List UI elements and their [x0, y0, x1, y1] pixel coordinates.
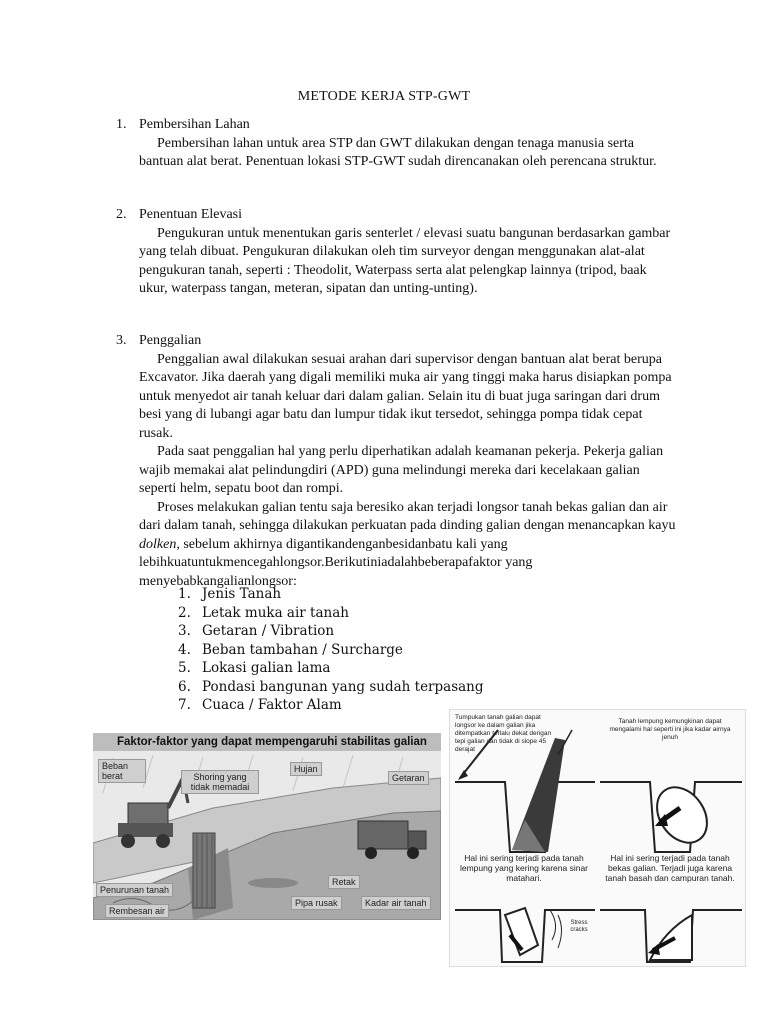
page-title: METODE KERJA STP-GWT: [297, 89, 471, 104]
section-2: [116, 206, 676, 299]
excavation-stability-figure: [93, 733, 441, 920]
section-paragraph: Pengukuran untuk menentukan garis senterlet / elevasi suatu bangunan berdasarkan gambar yang telah dibuat. Pengukuran dilakukan oleh tim surveyor dengan menggunakan alat-alat pengukuran tanah, seperti : Theodolit, Waterpass serta alat pelengkap lainnya (tripod, baak ukur, waterpass tangan, meteran, sipatan dan unting-unting).: [139, 225, 671, 296]
slope-failure-figure: [449, 709, 746, 967]
italic-term: dolken: [139, 536, 177, 552]
section-paragraph: Penggalian awal dilakukan sesuai arahan dari supervisor dengan bantuan alat berat berupa Excavator. Jika daerah yang digali memiliki muka air yang tinggi maka harus disiapkan pompa untuk menyedot air tanah keluar dari dalam galian. Selain itu di buat juga saringan dari drum besi yang di lubangi agar batu dan lumpur tidak ikut tersedot, sehingga pompa tidak cepat rusak.: [139, 351, 672, 441]
label-shoring: Shoring yang tidak memadai: [181, 770, 259, 794]
label-pipa-rusak: Pipa rusak: [291, 896, 342, 910]
section-number: 3.: [116, 333, 127, 348]
section-number: 1.: [116, 117, 127, 132]
section-paragraph-dolken: Proses melakukan galian tentu saja beresiko akan terjadi longsor tanah bekas galian dan air dari dalam tanah, sehingga dilakukan perkuatan pada dinding galian dengan menancapkan kayu dolken, sebelum akhirnya digantikandenganbesidanbatu kali yang lebihkuatuntukmencegahlongsor.Berikutiniadalahbeberapafaktor yang menyebabkangalianlongsor:: [139, 499, 676, 589]
list-item: 7. Cuaca / Faktor Alam: [178, 697, 342, 713]
label-beban-berat: Beban berat: [98, 759, 146, 783]
list-item: 3. Getaran / Vibration: [178, 623, 335, 639]
list-item: 6. Pondasi bangunan yang sudah terpasang: [178, 678, 484, 695]
section-3: [116, 332, 676, 591]
section-paragraph: Pembersihan lahan untuk area STP dan GWT dilakukan dengan tenaga manusia serta bantuan alat berat. Penentuan lokasi STP-GWT sudah direncanakan oleh perencana struktur.: [139, 135, 657, 169]
list-item: 4. Beban tambahan / Surcharge: [178, 641, 403, 658]
section-heading: Penggalian: [139, 333, 202, 348]
section-paragraph: Pada saat penggalian hal yang perlu diperhatikan adalah keamanan pekerja. Pekerja galian wajib memakai alat pelindungdiri (APD) guna melindungi mereka dari kecelakaan galian seperti helm, sepatu boot dan rompi.: [139, 444, 664, 496]
caption-stress-cracks: Stress cracks: [570, 920, 588, 933]
section-number: 2.: [116, 207, 127, 222]
label-penurunan-tanah: Penurunan tanah: [96, 883, 173, 897]
caption-saturated-clay: Tanah lempung kemungkinan dapat mengalami hal seperti ini jika kadar airnya jenuh: [609, 718, 731, 741]
list-item: 2. Letak muka air tanah: [178, 604, 349, 621]
section-heading: Penentuan Elevasi: [139, 207, 243, 222]
label-retak: Retak: [328, 875, 360, 889]
list-item: 5. Lokasi galian lama: [178, 660, 331, 676]
factor-list: [178, 585, 484, 715]
caption-excavated-soil: Hal ini sering terjadi pada tanah bekas galian. Terjadi juga karena tanah basah dan campuran tanah.: [605, 853, 735, 883]
label-hujan: Hujan: [290, 762, 322, 776]
section-1: [116, 116, 676, 172]
label-getaran: Getaran: [388, 771, 429, 785]
label-rembesan-air: Rembesan air: [105, 904, 169, 918]
caption-dry-clay: Hal ini sering terjadi pada tanah lempung yang kering karena sinar matahari.: [459, 853, 589, 883]
section-heading: Pembersihan Lahan: [139, 117, 250, 132]
list-item: 1. Jenis Tanah: [178, 586, 282, 602]
caption-spoil-pile: Tumpukan tanah galian dapat longsor ke dalam galian jika ditempatkan terlalu dekat dengan tepi galian dan tidak di slope 45 derajat: [455, 714, 552, 753]
figure-title: Faktor-faktor yang dapat mempengaruhi stabilitas galian: [117, 736, 427, 748]
label-kadar-air-tanah: Kadar air tanah: [361, 896, 431, 910]
